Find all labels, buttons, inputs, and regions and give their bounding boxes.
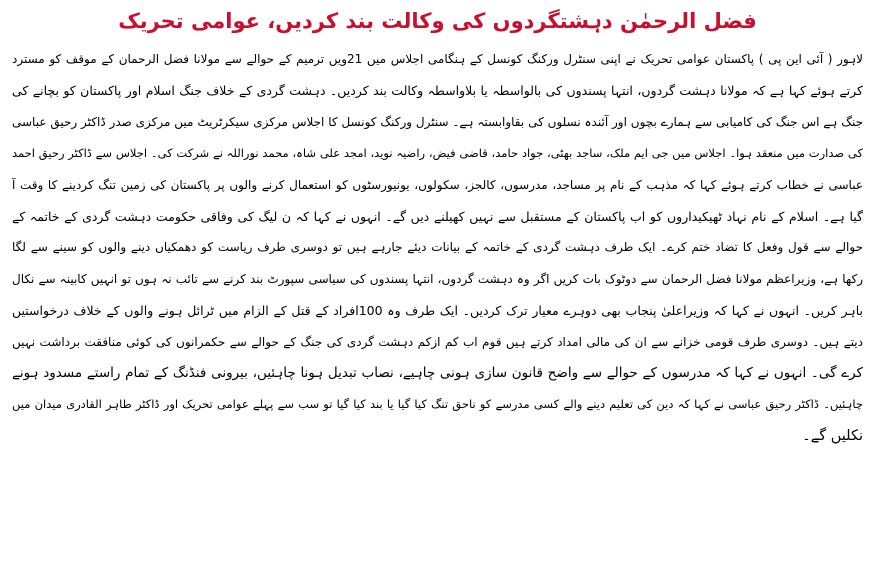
article-line: حوالے سے قول وفعل کا تضاد ختم کرے۔ ایک طرف دہشت گردی کے خاتمہ کے بیانات دیئے جارہے ہیں تو دوسری طرف ریاست کو دھمکیاں دینے والوں کو سینے سے لگا bbox=[12, 240, 863, 255]
article-line: باہر کریں۔ انہوں نے کہا کہ وزیراعلیٰ پنجاب بھی دوہرے معیار ترک کردیں۔ ایک طرف وہ 100افراد کے قتل کے الزام میں ٹرائل ہونے والوں کے خلاف درخواستیں bbox=[12, 303, 863, 319]
article-line: چاہئیں۔ ڈاکٹر رحیق عباسی نے کہا کہ دین کی تعلیم دینے والے کسی مدرسے کو ناحق تنگ کیا گیا یا بند کیا گیا تو سب سے پہلے عوامی تحریک اور ڈاکٹر طاہر القادری میدان میں bbox=[12, 397, 863, 412]
article-line: کرتے ہوئے کہا ہے کہ مولانا دہشت گردوں، انتہا پسندوں کی بالواسطہ یا بلاواسطہ وکالت بند کردیں۔ دہشت گردی کے خلاف جنگ اسلام اور پاکستان کو بچانے کی bbox=[12, 83, 863, 99]
article-line: کرے گی۔ انہوں نے کہا کہ مدرسوں کے حوالے سے واضح قانون سازی ہونی چاہیے، نصاب تبدیل ہونا چاہئیں، بیرونی فنڈنگ کے تمام راستے مسدود ہونے bbox=[12, 364, 863, 381]
article-line: نکلیں گے۔ bbox=[802, 427, 863, 444]
article-line: جنگ ہے اس جنگ کی کامیابی سے ہمارے بچوں اور آئندہ نسلوں کی بقاوابستہ ہے۔ سنٹرل ورکنگ کونسل کا اجلاس مرکزی سیکرٹریٹ میں مرکزی صدر ڈاکٹر رحیق عباسی bbox=[12, 114, 863, 129]
article-line: گیا ہے۔ اسلام کے نام نہاد ٹھیکیداروں کو اب پاکستان کے مستقبل سے نہیں کھیلنے دیں گے۔ انہوں نے کہا کہ ن لیگ کی وفاقی حکومت دہشت گردی کے خاتمہ کے bbox=[12, 208, 863, 224]
article-line: رکھا ہے، وزیراعظم مولانا فضل الرحمان سے دوٹوک بات کریں اگر وہ دہشت گردوں، انتہا پسندوں کی سیاسی سپورٹ بند کرنے سے تائب نہ ہوں تو انہیں کابینہ سے نکال bbox=[12, 271, 863, 286]
article-body bbox=[12, 44, 863, 452]
article-line: عباسی نے خطاب کرتے ہوئے کہا کہ مذہب کے نام پر مساجد، مدرسوں، کالجز، سکولوں، یونیورسٹوں کو استعمال کرنے والوں پر پاکستان کی زمین تنگ کردینے کا وقت آ bbox=[12, 177, 863, 192]
article-line: کی صدارت میں منعقد ہوا۔ اجلاس میں جی ایم ملک، ساجد بھٹی، جواد حامد، قاضی فیض، راضیہ نوید، امجد علی شاہ، محمد نوراللہ نے شرکت کی۔ اجلاس سے ڈاکٹر رحیق احمد bbox=[12, 146, 863, 161]
article-line: لاہور ( آئی این پی ) پاکستان عوامی تحریک نے اپنی سنٹرل ورکنگ کونسل کے ہنگامی اجلاس میں 21ویں ترمیم کے حوالے سے مولانا فضل الرحمان کے موقف کو مسترد bbox=[12, 52, 863, 66]
article-headline: فضل الرحمٰن دہشتگردوں کی وکالت بند کردیں، عوامی تحریک bbox=[118, 9, 757, 33]
article-line: دیتے ہیں۔ دوسری طرف قومی خزانے سے ان کی مالی امداد کرتے ہیں قوم اب کم ازکم دہشت گردی کی جنگ کے حوالے سے حکمرانوں کی کوئی منافقت برداشت نہیں bbox=[12, 334, 863, 349]
